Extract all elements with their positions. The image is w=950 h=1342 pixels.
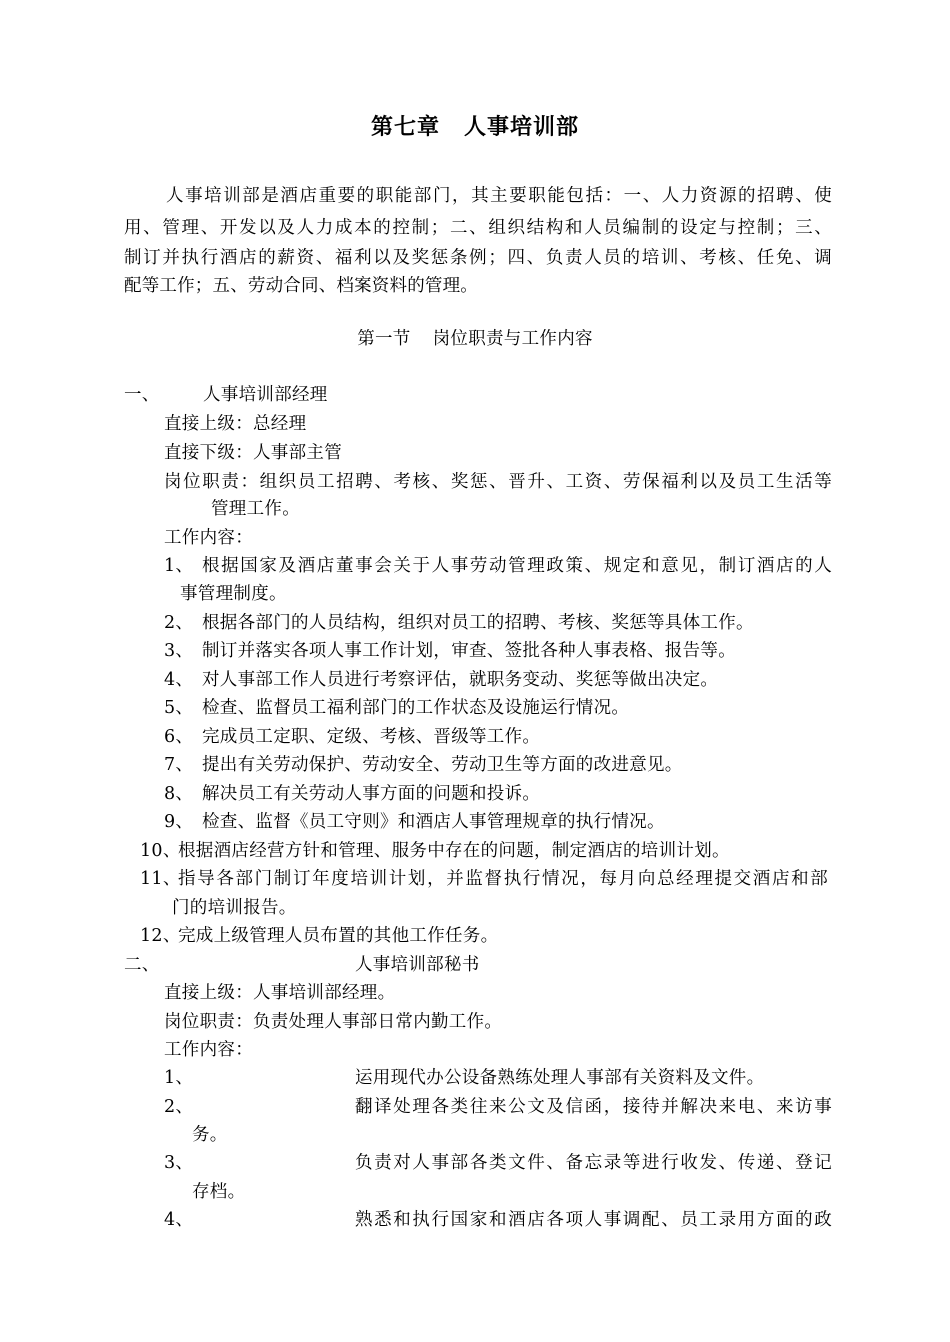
list-item-text: 指导各部门制订年度培训计划，并监督执行情况，每月向总经理提交酒店和部: [178, 869, 828, 889]
list-item-text: 根据各部门的人员结构，组织对员工的招聘、考核、奖惩等具体工作。: [202, 613, 754, 633]
part1-duty: 岗位职责：组织员工招聘、考核、奖惩、晋升、工资、劳保福利以及员工生活等: [164, 472, 832, 492]
intro-line: 用、管理、开发以及人力成本的控制；二、组织结构和人员编制的设定与控制；三、: [124, 218, 832, 238]
list-item-text: 解决员工有关劳动人事方面的问题和投诉。: [202, 784, 541, 804]
list-item-number: 3、: [164, 1153, 194, 1173]
list-item-text: 根据国家及酒店董事会关于人事劳动管理政策、规定和意见，制订酒店的人: [202, 556, 832, 576]
list-item-text: 制订并落实各项人事工作计划，审查、签批各种人事表格、报告等。: [202, 641, 736, 661]
list-item-cont: 事管理制度。: [180, 584, 287, 604]
list-item-number: 10、: [140, 841, 181, 861]
part1-work-label: 工作内容：: [164, 528, 253, 548]
part1-number: 一、: [124, 385, 160, 405]
list-item-number: 2、: [164, 1097, 194, 1117]
list-item-number: 8、: [164, 784, 194, 804]
section-heading: [0, 329, 950, 349]
part1-superior: 直接上级：总经理: [164, 414, 307, 434]
list-item-number: 12、: [140, 926, 181, 946]
list-item-number: 4、: [164, 1210, 194, 1230]
list-item-cont: 务。: [192, 1125, 228, 1145]
list-item-number: 11、: [140, 869, 181, 889]
list-item-cont: 门的培训报告。: [172, 898, 297, 918]
chapter-title: [0, 114, 950, 142]
list-item-number: 1、: [164, 556, 194, 576]
part2-title: 人事培训部秘书: [355, 955, 480, 975]
list-item-number: 5、: [164, 698, 194, 718]
part2-number: 二、: [124, 955, 160, 975]
list-item-text: 负责对人事部各类文件、备忘录等进行收发、传递、登记: [355, 1153, 832, 1173]
list-item-text: 熟悉和执行国家和酒店各项人事调配、员工录用方面的政: [355, 1210, 832, 1230]
list-item-number: 9、: [164, 812, 194, 832]
section-number: 第一节: [357, 329, 411, 349]
part2-superior: 直接上级：人事培训部经理。: [164, 983, 396, 1003]
list-item-cont: 存档。: [192, 1182, 246, 1202]
intro-line: 人事培训部是酒店重要的职能部门，其主要职能包括：一、人力资源的招聘、使: [166, 186, 832, 206]
part2-duty: 岗位职责：负责处理人事部日常内勤工作。: [164, 1012, 503, 1032]
list-item-text: 对人事部工作人员进行考察评估，就职务变动、奖惩等做出决定。: [202, 670, 719, 690]
list-item-number: 3、: [164, 641, 194, 661]
list-item-number: 2、: [164, 613, 194, 633]
list-item-text: 翻译处理各类往来公文及信函，接待并解决来电、来访事: [355, 1097, 832, 1117]
list-item-number: 1、: [164, 1068, 194, 1088]
chapter-name: 人事培训部: [464, 115, 580, 140]
section-name: 岗位职责与工作内容: [432, 329, 593, 349]
list-item-number: 7、: [164, 755, 194, 775]
intro-line: 制订并执行酒店的薪资、福利以及奖惩条例；四、负责人员的培训、考核、任免、调: [124, 248, 832, 268]
part1-subordinate: 直接下级：人事部主管: [164, 443, 342, 463]
list-item-text: 完成员工定职、定级、考核、晋级等工作。: [202, 727, 541, 747]
list-item-text: 检查、监督《员工守则》和酒店人事管理规章的执行情况。: [202, 812, 665, 832]
intro-line: 配等工作；五、劳动合同、档案资料的管理。: [124, 276, 478, 296]
list-item-text: 根据酒店经营方针和管理、服务中存在的问题，制定酒店的培训计划。: [178, 841, 730, 861]
list-item-text: 提出有关劳动保护、劳动安全、劳动卫生等方面的改进意见。: [202, 755, 683, 775]
list-item-number: 6、: [164, 727, 194, 747]
list-item-text: 运用现代办公设备熟练处理人事部有关资料及文件。: [355, 1068, 765, 1088]
part1-title: 人事培训部经理: [203, 385, 328, 405]
list-item-number: 4、: [164, 670, 194, 690]
chapter-number: 第七章: [370, 115, 440, 140]
list-item-text: 完成上级管理人员布置的其他工作任务。: [178, 926, 499, 946]
list-item-text: 检查、监督员工福利部门的工作状态及设施运行情况。: [202, 698, 630, 718]
part1-duty-cont: 管理工作。: [211, 499, 300, 519]
part2-work-label: 工作内容：: [164, 1040, 253, 1060]
